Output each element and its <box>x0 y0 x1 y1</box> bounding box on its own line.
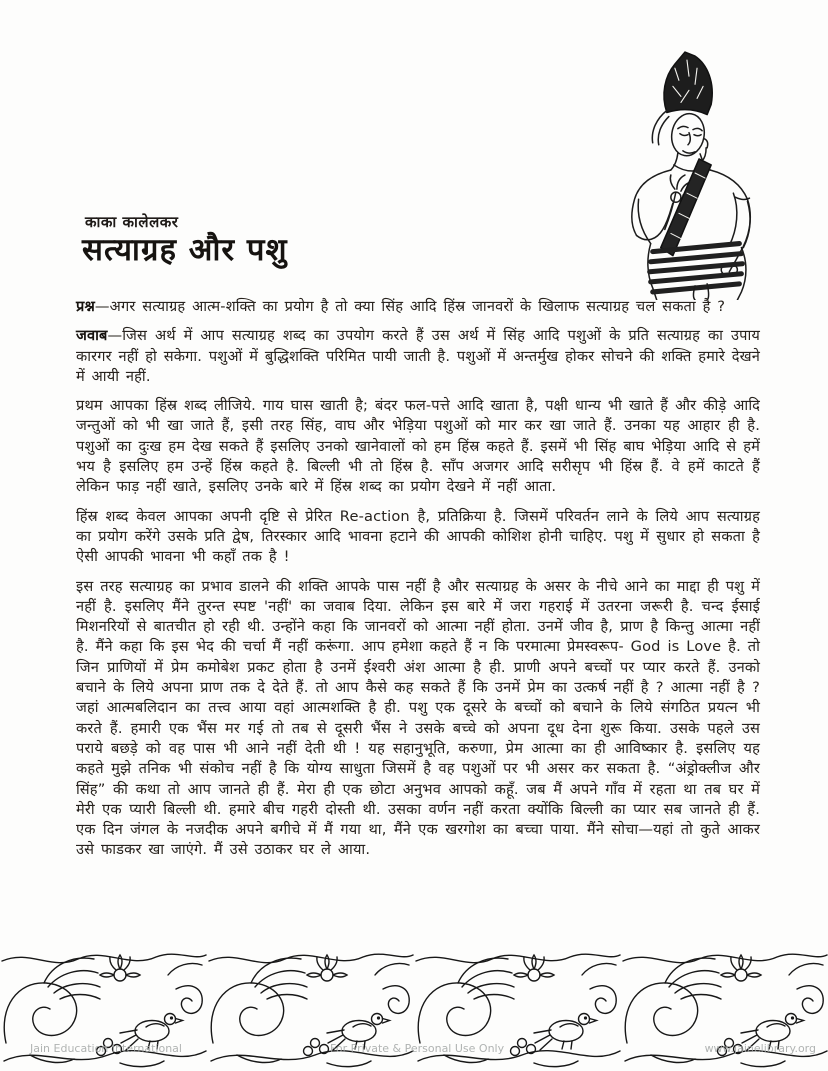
paragraph-lead: जवाब <box>76 327 108 345</box>
watermark-row <box>0 1042 828 1058</box>
paragraph: हिंस्र शब्द केवल आपका अपनी दृष्टि से प्रेरित Re-action है, प्रतिक्रिया है. जिसमें परिवर्तन लाने के लिये आप सत्याग्रह का प्रयोग करेंगे उसके प्रति द्वेष, तिरस्कार आदि भावना हटाने की आपकी कोशिश होनी चाहिए. पशु में सुधार हो सकता है ऐसी आपकी भावना भी कहाँ तक है ! <box>76 507 760 566</box>
paragraph: इस तरह सत्याग्रह का प्रभाव डालने की शक्ति आपके पास नहीं है और सत्याग्रह के असर के नीचे आने का माद्दा ही पशु में नहीं है. इसलिए मैंने तुरन्त स्पष्ट 'नहीं' का जवाब दिया. लेकिन इस बारे में जरा गहराई में उतरना जरूरी है. चन्द ईसाई मिशनरियों से बातचीत हो रही थी. उन्होंने कहा कि जानवरों को आत्मा नहीं होता. उनमें जीव है, प्राण है किन्तु आत्मा नहीं है. मैंने कहा कि इस भेद की चर्चा मैं नहीं करूंगा. आप हमेशा कहते हैं न कि परमात्मा प्रेमस्वरूप- God is Love है. तो जिन प्राणियों में प्रेम कमोबेश प्रकट होता है उनमें ईश्वरी अंश आत्मा है ही. प्राणी अपने बच्चों पर प्यार करते हैं. उनको बचाने के लिये अपना प्राण तक दे देते हैं. तो आप कैसे कह सकते हैं कि उनमें प्रेम का उत्कर्ष नहीं है ? आत्मा नहीं है ? जहां आत्मबलिदान का तत्त्व आया वहां आत्मशक्ति है ही. पशु एक दूसरे के बच्चों को बचाने के लिये संगठित प्रयत्न भी करते हैं. हमारी एक भैंस मर गई तो तब से दूसरी भैंस ने उसके बच्चे को अपना दूध देना शुरू किया. उसके पहले उस पराये बछड़े को वह पास भी आने नहीं देती थी ! यह सहानुभूति, करुणा, प्रेम आत्मा का ही आविष्कार है. इसलिए यह कहते मुझे तनिक भी संकोच नहीं है कि योग्य साधुता जिसमें है वह पशुओं पर भी असर कर सकता है. “अंड्रोक्लीज और सिंह” की कथा तो आप जानते ही हैं. मेरा ही एक छोटा अनुभव आपको कहूँ. जब मैं अपने गाँव में रहता था तब घर में मेरी एक प्यारी बिल्ली थी. हमारे बीच गहरी दोस्ती थी. उसका वर्णन नहीं करता क्योंकि बिल्ली का प्यार सब जानते ही हैं. एक दिन जंगल के नजदीक अपने बगीचे में मैं गया था, मैंने एक खरगोश का बच्चा पाया. मैंने सोचा—यहां तो कुते आकर उसे फाडकर खा जाएंगे. मैं उसे उठाकर घर ले आया. <box>76 577 760 859</box>
paragraph: प्रथम आपका हिंस्र शब्द लीजिये. गाय घास खाती है; बंदर फल-पत्ते आदि खाता है, पक्षी धान्य भी खाते हैं और कीड़े आदि जन्तुओं को भी खा जाते हैं, इसी तरह सिंह, वाघ और भेड़िया पशुओं को मार कर खा जाते हैं. उनका यह आहार ही है. पशुओं का दुःख हम देख सकते हैं इसलिए उनको खानेवालों को हम हिंस्र कहते हैं. इसमें भी सिंह बाघ भेड़िया आदि से हमें भय है इसलिए हम उन्हें हिंस्र कहते है. बिल्ली भी तो हिंस्र है. साँप अजगर आदि सरीसृप भी हिंस्र हैं. वे हमें काटते हैं लेकिन फाड़ नहीं खाते, इसलिए उनके बारे में हिंस्र शब्द का प्रयोग देखने में नहीं आता. <box>76 397 760 496</box>
paragraph: जवाब—जिस अर्थ में आप सत्याग्रह शब्द का उपयोग करते हैं उस अर्थ में सिंह आदि पशुओं के प्रति सत्याग्रह का उपाय कारगर नहीं हो सकेगा. पशुओं में बुद्धिशक्ति परिमित पायी जाती है. पशुओं में अन्तर्मुख होकर सोचने की शक्ति हमारे देखने में आयी नहीं. <box>76 327 760 385</box>
page-title: सत्याग्रह और पशु <box>82 232 288 268</box>
article-body <box>76 297 760 870</box>
figure-line-art-icon <box>576 46 806 300</box>
padmapani-figure-illustration <box>576 46 806 300</box>
watermark-left: Jain Education International <box>30 1042 182 1055</box>
watermark-center: For Private & Personal Use Only <box>330 1042 505 1055</box>
watermark-url: www.jainelibrary.org <box>704 1042 816 1055</box>
paragraph: प्रश्न—अगर सत्याग्रह आत्म-शक्ति का प्रयोग है तो क्या सिंह आदि हिंस्र जानवरों के खिलाफ सत्याग्रह चल सकता है ? <box>76 298 726 315</box>
author-name: काका कालेलकर <box>85 213 179 231</box>
paragraph-lead: प्रश्न <box>76 298 95 315</box>
